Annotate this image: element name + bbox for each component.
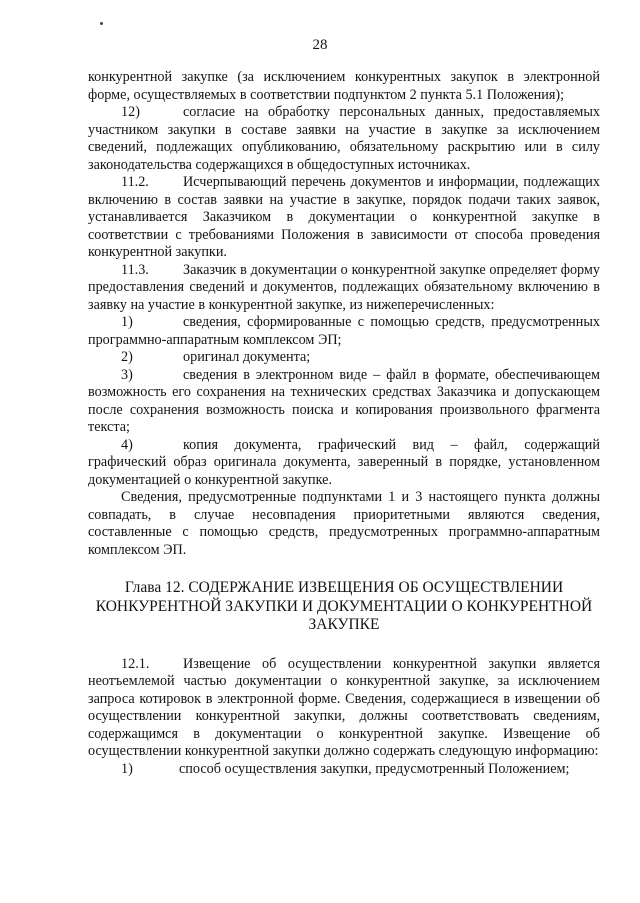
subitem-3: 3) сведения в электронном виде – файл в формате, обеспечивающем возможность его сохранения на технических средствах Заказчика и допускающем после сохранения возможность поиска и копирования произвольного фрагмента текста; [88, 366, 600, 435]
paragraph-continuation: конкурентной закупке (за исключением конкурентных закупок в электронной форме, осуществляемых в соответствии подпунктом 2 пункта 5.1 Положения); [88, 69, 600, 103]
page-number: 28 [312, 37, 328, 53]
scan-speck [100, 22, 103, 25]
clause-11-3: 11.3. Заказчик в документации о конкурентной закупке определяет форму предоставления сведений и документов, подлежащих обязательному включению в заявку на участие в конкурентной закупке, из нижеперечисленных: [88, 261, 600, 313]
document-body [88, 69, 600, 778]
subitem-1: 1) сведения, сформированные с помощью средств, предусмотренных программно-аппаратным комплексом ЭП; [88, 314, 600, 348]
clause-11-2: 11.2. Исчерпывающий перечень документов и информации, подлежащих включению в состав заявки на участие в закупке, порядок подачи таких заявок, устанавливается Заказчиком в документации о конкурентной закупке в соответствии с требованиями Положения в зависимости от способа проведения конкурентной закупки. [88, 174, 600, 260]
paragraph-data-match: Сведения, предусмотренные подпунктами 1 и 3 настоящего пункта должны совпадать, в случае несовпадения приоритетными являются сведения, составленные с помощью средств, предусмотренных программно-аппаратным комплексом ЭП. [88, 489, 600, 558]
subitem-4: 4) копия документа, графический вид – файл, содержащий графический образ оригинала документа, заверенный в порядке, установленном документацией о конкурентной закупке. [88, 436, 600, 488]
clause-12-1: 12.1. Извещение об осуществлении конкурентной закупки является неотъемлемой частью документации о конкурентной закупке, за исключением запроса котировок в электронной форме. Сведения, содержащиеся в извещении об осуществлении конкурентной закупки, должны соответствовать сведениям, содержащимся в документации о конкурентной закупке. Извещение об осуществлении конкурентной закупки должно содержать следующую информацию: [88, 655, 600, 759]
subitem-1-method: 1) способ осуществления закупки, предусмотренный Положением; [121, 760, 570, 777]
subitem-2: 2) оригинал документа; [121, 349, 311, 365]
item-12: 12) согласие на обработку персональных данных, предоставляемых участником закупки в составе заявки на участие в закупке за исключением сведений, подлежащих опубликованию, обязательному раскрытию или в силу законодательства содержащихся в общедоступных источниках. [88, 104, 600, 173]
chapter-heading: Глава 12. СОДЕРЖАНИЕ ИЗВЕЩЕНИЯ ОБ ОСУЩЕСТВЛЕНИИ КОНКУРЕНТНОЙ ЗАКУПКИ И ДОКУМЕНТАЦИИ О КОНКУРЕНТНОЙ ЗАКУПКЕ [95, 579, 593, 633]
